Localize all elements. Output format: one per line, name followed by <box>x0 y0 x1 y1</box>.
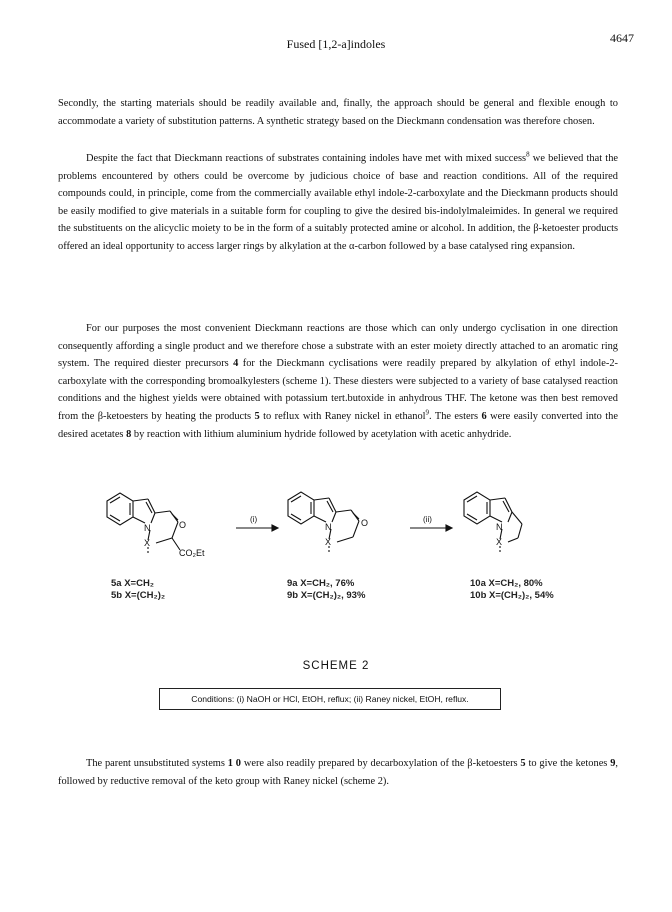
arrow-1-label: (i) <box>250 515 258 524</box>
compound-5-ref: 5 <box>520 758 526 769</box>
atom-n-9: N <box>325 522 332 532</box>
caption-10a: 10a X=CH₂, 80% <box>470 578 543 589</box>
paragraph-2 <box>58 150 618 256</box>
atom-n-10: N <box>496 522 503 532</box>
paragraph-3-text-f: by reaction with lithium aluminium hydride followed by acetylation with acetic anhydride. <box>131 428 512 440</box>
compound-8: 8 <box>126 428 132 440</box>
paragraph-3-text-c: to reflux with Raney nickel in ethanol <box>259 410 426 422</box>
conditions-box: Conditions: (i) NaOH or HCl, EtOH, reflux; (ii) Raney nickel, EtOH, reflux. <box>159 688 501 710</box>
atom-o-9: O <box>361 518 369 528</box>
structure-10 <box>464 492 522 553</box>
compound-10: 1 0 <box>227 758 242 769</box>
paragraph-4-text-b: were also readily prepared by decarboxylation of the β-ketoesters <box>241 758 521 769</box>
atom-x-9: X <box>325 537 332 547</box>
caption-5a: 5a X=CH₂ <box>111 578 155 589</box>
caption-5b: 5b X=(CH₂)₂ <box>111 590 166 601</box>
compound-6: 6 <box>481 410 487 422</box>
caption-10b: 10b X=(CH₂)₂, 54% <box>470 590 554 601</box>
caption-9 <box>287 578 365 602</box>
paragraph-1 <box>58 95 618 130</box>
paragraph-3-text-a: For our purposes the most convenient Dieckmann reactions are those which can only undergo cyclisation in one direction consequently affording a single product and we therefore chose a substrate with an ester moiety directly attached to an aromatic ring system. The required diester precursors <box>58 323 618 370</box>
compound-9: 9 <box>610 758 616 769</box>
paragraph-3-text-b: for the Dieckmann cyclisations were readily prepared by alkylation of ethyl indole-2-carboxylate with the corresponding bromoalkylesters (scheme 1). These diesters were subjected to a variety of base catalysed reaction conditions and the highest yields were obtained with potassium tert.butoxide in anhydrous THF. The ketone was then best removed from the β-ketoesters by heating the products <box>58 358 618 422</box>
paragraph-4-text-d: , followed by reductive removal of the keto group with Raney nickel (scheme 2). <box>58 758 618 787</box>
structure-9 <box>288 492 359 553</box>
reference-9: 9 <box>425 408 430 417</box>
caption-5 <box>111 578 165 602</box>
paragraph-2-text-b: we believed that the problems encountered by others could be overcome by judicious choice of base and reaction conditions. All of the required compounds could, in principle, come from the commercially available ethyl indole-2-carboxylate and the Dieckmann products should be easily modified to give materials in a suitable form for coupling to give the desired bis-indolylmaleimides. In general we required the substituents on the alicyclic moiety to be in the form of a suitably protected amine or alcohol. In addition, the β-ketoester products offered an ideal opportunity to access larger rings by alkylation at the α-carbon followed by a base catalysed ring expansion. <box>58 153 618 252</box>
compound-4: 4 <box>233 358 239 370</box>
paragraph-1-text: Secondly, the starting materials should be readily available and, finally, the approach should be general and flexible enough to accommodate a variety of substitution patterns. A synthetic strategy based on the Dieckmann condensation was therefore chosen. <box>58 98 618 127</box>
paragraph-4-text-a: The parent unsubstituted systems <box>86 758 228 769</box>
atom-n-5: N <box>144 523 151 533</box>
scheme-title: SCHEME 2 <box>302 660 370 672</box>
caption-9a: 9a X=CH₂, 76% <box>287 578 355 589</box>
page-number: 4647 <box>610 31 634 45</box>
caption-9b: 9b X=(CH₂)₂, 93% <box>287 590 366 601</box>
paragraph-4-text-c: to give the ketones <box>525 758 611 769</box>
arrow-2-label: (ii) <box>423 515 432 524</box>
paragraph-3-text-e: were easily converted into the desired acetates <box>58 410 618 440</box>
paragraph-3-text-d: . The esters <box>429 410 482 422</box>
paragraph-3 <box>58 320 618 443</box>
running-title: Fused [1,2-a]indoles <box>286 37 386 51</box>
atom-x-5: X <box>144 538 151 548</box>
atom-o-5: O <box>179 520 187 530</box>
reference-8: 8 <box>526 150 530 159</box>
paragraph-2-text-a: Despite the fact that Dieckmann reactions of substrates containing indoles have met with mixed success <box>86 153 527 164</box>
ester-label: CO₂Et <box>179 548 205 558</box>
atom-x-10: X <box>496 537 503 547</box>
compound-5: 5 <box>254 410 260 422</box>
paragraph-4 <box>58 755 618 790</box>
caption-10 <box>470 578 554 602</box>
